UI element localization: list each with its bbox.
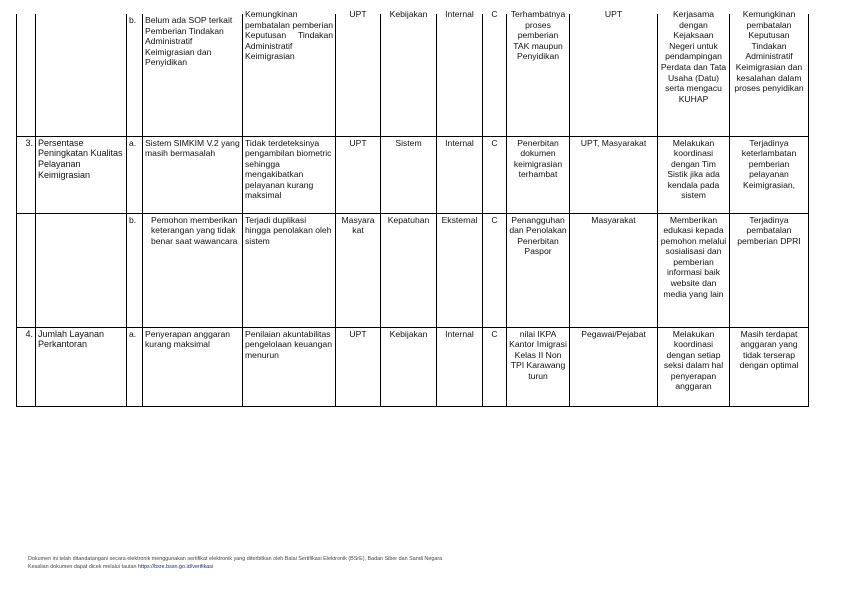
table-row xyxy=(17,327,809,406)
esign-notice: Dokumen ini telah ditandatangani secara elektronik menggunakan sertifikat elektronik yang diterbitkan oleh Balai Sertifikasi Elektronik (BSrE), Badan Siber dan Sandi Negara xyxy=(28,556,443,562)
impact-cell: Penangguhan dan Penolakan Penerbitan Paspor xyxy=(507,213,570,327)
effect-cell: Terjadinya pembatalan pemberian DPRI xyxy=(730,213,809,327)
sub-letter: a. xyxy=(127,327,143,406)
origin-cell: Internal xyxy=(437,136,483,213)
effect-cell: Masih terdapat anggaran yang tidak terserap dengan optimal xyxy=(730,327,809,406)
category-cell: Kepatuhan xyxy=(381,213,437,327)
risk-cell: Penyerapan anggaran kurang maksimal xyxy=(143,327,243,406)
verification-line xyxy=(28,563,442,571)
sub-letter: b. xyxy=(127,213,143,327)
esign-footer xyxy=(28,555,442,571)
mitigation-cell xyxy=(658,9,730,136)
row-number: 3. xyxy=(17,136,36,213)
row-number: 4. xyxy=(17,327,36,406)
source-cell xyxy=(336,213,381,327)
effect-text: Kemungkinan pembatalan Keputusan Tindakan Administratif Keimigrasian dan kesalahan dalam proses penyidikan xyxy=(734,9,804,94)
mitigation-cell: Memberikan edukasi kepada pemohon melalui sosialisasi dan pemberian informasi baik website dan media yang lain xyxy=(658,213,730,327)
impact-cell: nilai IKPA Kantor Imigrasi Kelas II Non TPI Karawang turun xyxy=(507,327,570,406)
risk-register-table xyxy=(16,9,809,407)
owner-text: UPT xyxy=(604,9,623,19)
category-cell: Kebijakan xyxy=(381,327,437,406)
indicator-cell xyxy=(36,14,127,136)
row-number xyxy=(17,14,36,136)
source-cell xyxy=(336,9,381,136)
origin-cell: Internal xyxy=(437,327,483,406)
indicator-cell: Persentase Peningkatan Kualitas Pelayanan Keimigrasian xyxy=(36,136,127,213)
cause-text: Kemungkinan pembatalan pemberian Keputusan Tindakan Administratif Keimigrasian xyxy=(245,9,333,62)
category-cell xyxy=(381,9,437,136)
code-cell: C xyxy=(483,327,507,406)
effect-cell xyxy=(730,9,809,136)
risk-cell: Pemohon memberikan keterangan yang tidak benar saat wawancara xyxy=(143,213,243,327)
cause-cell: Terjadi duplikasi hingga penolakan oleh sistem xyxy=(243,213,336,327)
owner-cell: Masyarakat xyxy=(570,213,658,327)
cause-cell xyxy=(243,9,336,136)
sub-letter: a. xyxy=(127,136,143,213)
mitigation-text: Kerjasama dengan Kejaksaan Negeri untuk pendampingan Perdata dan Tata Usaha (Datu) serta mengacu KUHAP xyxy=(660,9,727,104)
origin-cell: Eksternal xyxy=(437,213,483,327)
risk-cell: Belum ada SOP terkait Pemberian Tindakan Administratif Keimigrasian dan Penyidikan xyxy=(143,14,243,136)
category-cell: Sistem xyxy=(381,136,437,213)
cause-cell: Penilaian akuntabilitas pengelolaan keuangan menurun xyxy=(243,327,336,406)
verification-link[interactable]: https://bsre.bssn.go.id/verifikasi xyxy=(137,564,214,570)
effect-cell: Terjadinya keterlambatan pemberian pelayanan Keimigrasian, xyxy=(730,136,809,213)
source-cell: UPT xyxy=(336,327,381,406)
indicator-cell: Jumlah Layanan Perkantoran xyxy=(36,327,127,406)
table-row xyxy=(17,136,809,213)
source-text: UPT xyxy=(349,9,367,19)
owner-cell xyxy=(570,9,658,136)
impact-text: Terhambatnya proses pemberian TAK maupun Penyidikan xyxy=(510,9,566,62)
sub-letter: b. xyxy=(127,14,143,136)
owner-cell: UPT, Masyarakat xyxy=(570,136,658,213)
code-cell: C xyxy=(483,136,507,213)
risk-cell: Sistem SIMKIM V.2 yang masih bermasalah xyxy=(143,136,243,213)
source-cell: UPT xyxy=(336,136,381,213)
category-text: Kebijakan xyxy=(389,9,428,19)
impact-cell: Penerbitan dokumen keimigrasian terhambat xyxy=(507,136,570,213)
impact-cell xyxy=(507,9,570,136)
cause-cell: Tidak terdeteksinya pengambilan biometric sehingga mengakibatkan pelayanan kurang maksimal xyxy=(243,136,336,213)
table-row xyxy=(17,14,809,136)
origin-cell xyxy=(437,9,483,136)
code-text: C xyxy=(491,9,498,19)
mitigation-cell: Melakukan koordinasi dengan setiap seksi dalam hal penyerapan anggaran xyxy=(658,327,730,406)
code-cell xyxy=(483,9,507,136)
owner-cell: Pegawai/Pejabat xyxy=(570,327,658,406)
row-number xyxy=(17,213,36,327)
table-row xyxy=(17,213,809,327)
code-cell: C xyxy=(483,213,507,327)
origin-text: Internal xyxy=(445,9,474,19)
mitigation-cell: Melakukan koordinasi dengan Tim Sistik jika ada kendala pada sistem xyxy=(658,136,730,213)
verification-prefix: Keaslian dokumen dapat dicek melalui tautan xyxy=(28,564,138,570)
source-text: Masyarakat xyxy=(341,214,375,236)
indicator-cell xyxy=(36,213,127,327)
